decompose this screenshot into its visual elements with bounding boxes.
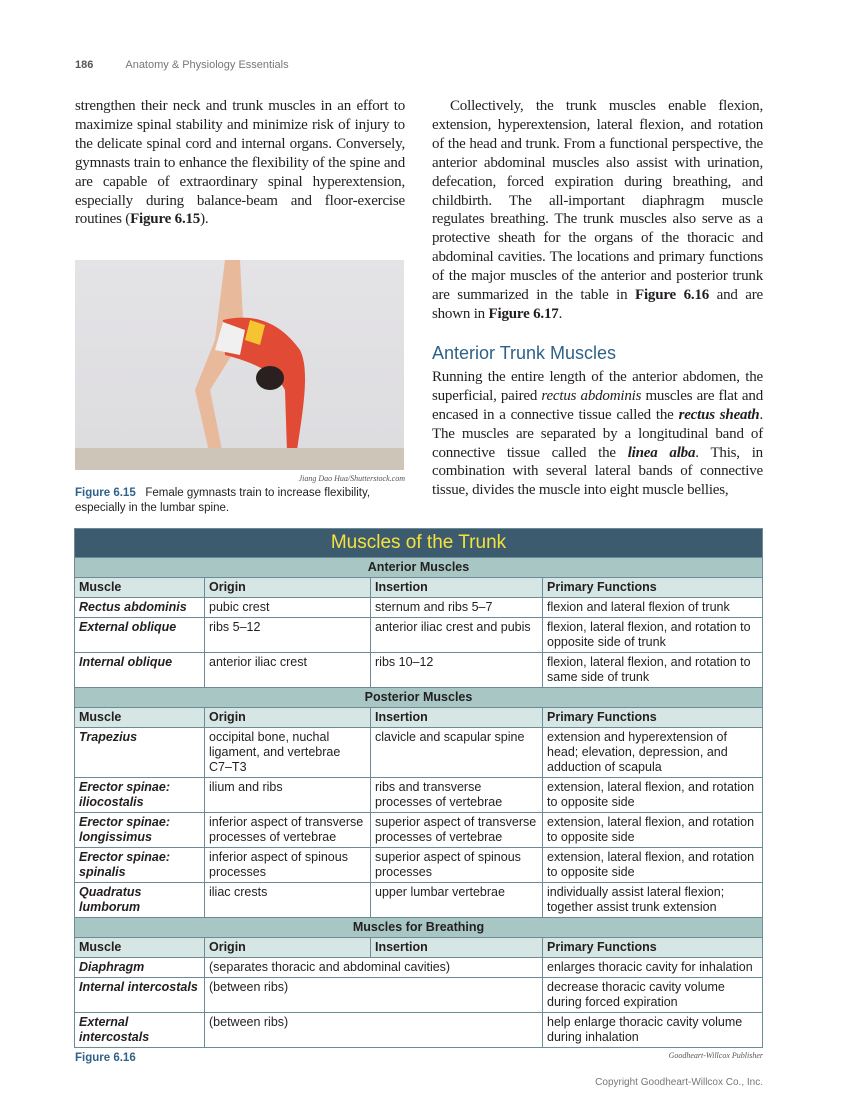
table-cell: inferior aspect of transverse processes of vertebrae (205, 813, 371, 848)
table-cell: superior aspect of transverse processes of vertebrae (371, 813, 543, 848)
left-column-text (75, 97, 405, 229)
text: Running the entire length of the anterior abdomen, the superficial, paired (432, 368, 763, 404)
section-row (75, 688, 763, 708)
table-cell: flexion, lateral flexion, and rotation to opposite side of trunk (543, 618, 763, 653)
muscle-name: External oblique (75, 618, 205, 653)
table-footer (75, 1051, 763, 1065)
muscle-name: Trapezius (75, 728, 205, 778)
table-row (75, 598, 763, 618)
table-cell: Origin (205, 708, 371, 728)
term: rectus abdominis (541, 387, 642, 404)
table-cell: ribs 5–12 (205, 618, 371, 653)
table-cell: anterior iliac crest (205, 653, 371, 688)
table-cell: Insertion (371, 578, 543, 598)
table-cell: decrease thoracic cavity volume during forced expiration (543, 978, 763, 1013)
figure-reference: Figure 6.16 (634, 287, 710, 304)
table-cell: Muscles of the Trunk (75, 529, 763, 558)
column-header-row (75, 938, 763, 958)
table-row (75, 813, 763, 848)
text: . (558, 305, 563, 322)
table-cell: enlarges thoracic cavity for inhalation (543, 958, 763, 978)
muscle-name: Diaphragm (75, 958, 205, 978)
figure-label: Figure 6.15 (75, 487, 136, 500)
table-cell: upper lumbar vertebrae (371, 883, 543, 918)
table-cell: ribs and transverse processes of vertebrae (371, 778, 543, 813)
section-row (75, 918, 763, 938)
running-header (75, 59, 763, 97)
table-cell: iliac crests (205, 883, 371, 918)
table-cell: Insertion (371, 938, 543, 958)
table-cell: Insertion (371, 708, 543, 728)
table-cell: flexion, lateral flexion, and rotation to same side of trunk (543, 653, 763, 688)
figure-label: Figure 6.16 (75, 1052, 136, 1065)
table-cell: (between ribs) (205, 1013, 543, 1048)
table-cell: Primary Functions (543, 938, 763, 958)
table-cell: Muscles for Breathing (75, 918, 763, 938)
book-title: Anatomy & Physiology Essentials (125, 59, 289, 71)
muscle-name: External intercostals (75, 1013, 205, 1048)
figure-reference: Figure 6.17 (488, 305, 559, 322)
key-term: linea alba (627, 444, 696, 461)
muscle-name: Internal intercostals (75, 978, 205, 1013)
table-cell: (between ribs) (205, 978, 543, 1013)
table-cell: extension, lateral flexion, and rotation to opposite side (543, 813, 763, 848)
table-cell: anterior iliac crest and pubis (371, 618, 543, 653)
table-cell: Origin (205, 578, 371, 598)
table-cell: extension, lateral flexion, and rotation to opposite side (543, 848, 763, 883)
table-cell: extension and hyperextension of head; elevation, depression, and adduction of scapula (543, 728, 763, 778)
table-cell: Primary Functions (543, 708, 763, 728)
table-cell: Muscle (75, 938, 205, 958)
column-header-row (75, 578, 763, 598)
copyright: Copyright Goodheart-Willcox Co., Inc. (595, 1077, 763, 1089)
caption-text: Female gymnasts train to increase flexibility, especially in the lumbar spine. (75, 487, 371, 515)
text: Collectively, the trunk muscles enable flexion, extension, hyperextension, lateral flexion, and rotation of the head and trunk. From a functional perspective, the anterior abdominal muscles also assist with urination, defecation, forced expiration during breathing, and childbirth. The all-important diaphragm muscle regulates breathing. The trunk muscles also serve as a protective sheath for the organs of the thoracic and abdominal cavities. The locations and primary functions of the major muscles of the anterior and posterior trunk are summarized in the table in (432, 98, 763, 304)
muscle-name: Erector spinae: spinalis (75, 848, 205, 883)
page-number: 186 (75, 59, 94, 71)
muscle-name: Internal oblique (75, 653, 205, 688)
photo-credit: Jiang Dao Hua/Shutterstock.com (298, 474, 405, 484)
text: . The muscles are separated by a longitudinal band of connective tissue called the (432, 406, 763, 461)
table-row (75, 883, 763, 918)
text: muscles are flat and encased in a connective tissue called the (432, 387, 763, 423)
page (75, 59, 763, 1088)
section-heading: Anterior Trunk Muscles (432, 342, 617, 363)
table-cell: Muscle (75, 578, 205, 598)
table-cell: Origin (205, 938, 371, 958)
table-cell: individually assist lateral flexion; together assist trunk extension (543, 883, 763, 918)
table-cell: inferior aspect of spinous processes (205, 848, 371, 883)
table-cell: flexion and lateral flexion of trunk (543, 598, 763, 618)
text: . This, in combination with several lateral bands of connective tissue, divides the muscle into eight muscle bellies, (432, 444, 763, 499)
table-cell: help enlarge thoracic cavity volume during inhalation (543, 1013, 763, 1048)
left-column (75, 97, 405, 516)
paragraph (432, 368, 763, 500)
table-cell: Posterior Muscles (75, 688, 763, 708)
table-row (75, 728, 763, 778)
table-credit: Goodheart-Willcox Publisher (668, 1051, 763, 1061)
table-row (75, 958, 763, 978)
table-cell: Anterior Muscles (75, 558, 763, 578)
text: ). (200, 211, 209, 228)
right-column (432, 97, 763, 500)
muscle-name: Quadratus lumborum (75, 883, 205, 918)
figure-caption (75, 486, 405, 516)
table-row (75, 1013, 763, 1048)
table-cell: ribs 10–12 (371, 653, 543, 688)
table-cell: extension, lateral flexion, and rotation to opposite side (543, 778, 763, 813)
table-cell: sternum and ribs 5–7 (371, 598, 543, 618)
table-cell: superior aspect of spinous processes (371, 848, 543, 883)
table-row (75, 778, 763, 813)
paragraph (432, 97, 763, 324)
table-cell: pubic crest (205, 598, 371, 618)
section-row (75, 558, 763, 578)
table-cell: Muscle (75, 708, 205, 728)
text: strengthen their neck and trunk muscles in an effort to maximize spinal stability and minimize risk of injury to the delicate spinal cord and internal organs. Conversely, gymnasts train to enhance the flexibility of the spine and are capable of extraordinary spinal hyperextension, especially during balance-beam and floor-exercise routines ( (75, 98, 405, 228)
table-cell: clavicle and scapular spine (371, 728, 543, 778)
table-cell: ilium and ribs (205, 778, 371, 813)
table-row (75, 978, 763, 1013)
table-title-row (75, 529, 763, 558)
table-cell: (separates thoracic and abdominal cavities) (205, 958, 543, 978)
key-term: rectus sheath (678, 406, 760, 423)
table-row (75, 618, 763, 653)
muscle-name: Erector spinae: iliocostalis (75, 778, 205, 813)
table-row (75, 653, 763, 688)
gymnast-photo (75, 260, 404, 470)
text: and are shown in (432, 287, 763, 322)
table-row (75, 848, 763, 883)
table-cell: Primary Functions (543, 578, 763, 598)
column-header-row (75, 708, 763, 728)
muscle-name: Rectus abdominis (75, 598, 205, 618)
two-column-body (75, 97, 763, 516)
muscles-table (74, 528, 763, 1048)
figure-reference: Figure 6.15 (130, 211, 201, 228)
table-cell: occipital bone, nuchal ligament, and vertebrae C7–T3 (205, 728, 371, 778)
muscle-name: Erector spinae: longissimus (75, 813, 205, 848)
